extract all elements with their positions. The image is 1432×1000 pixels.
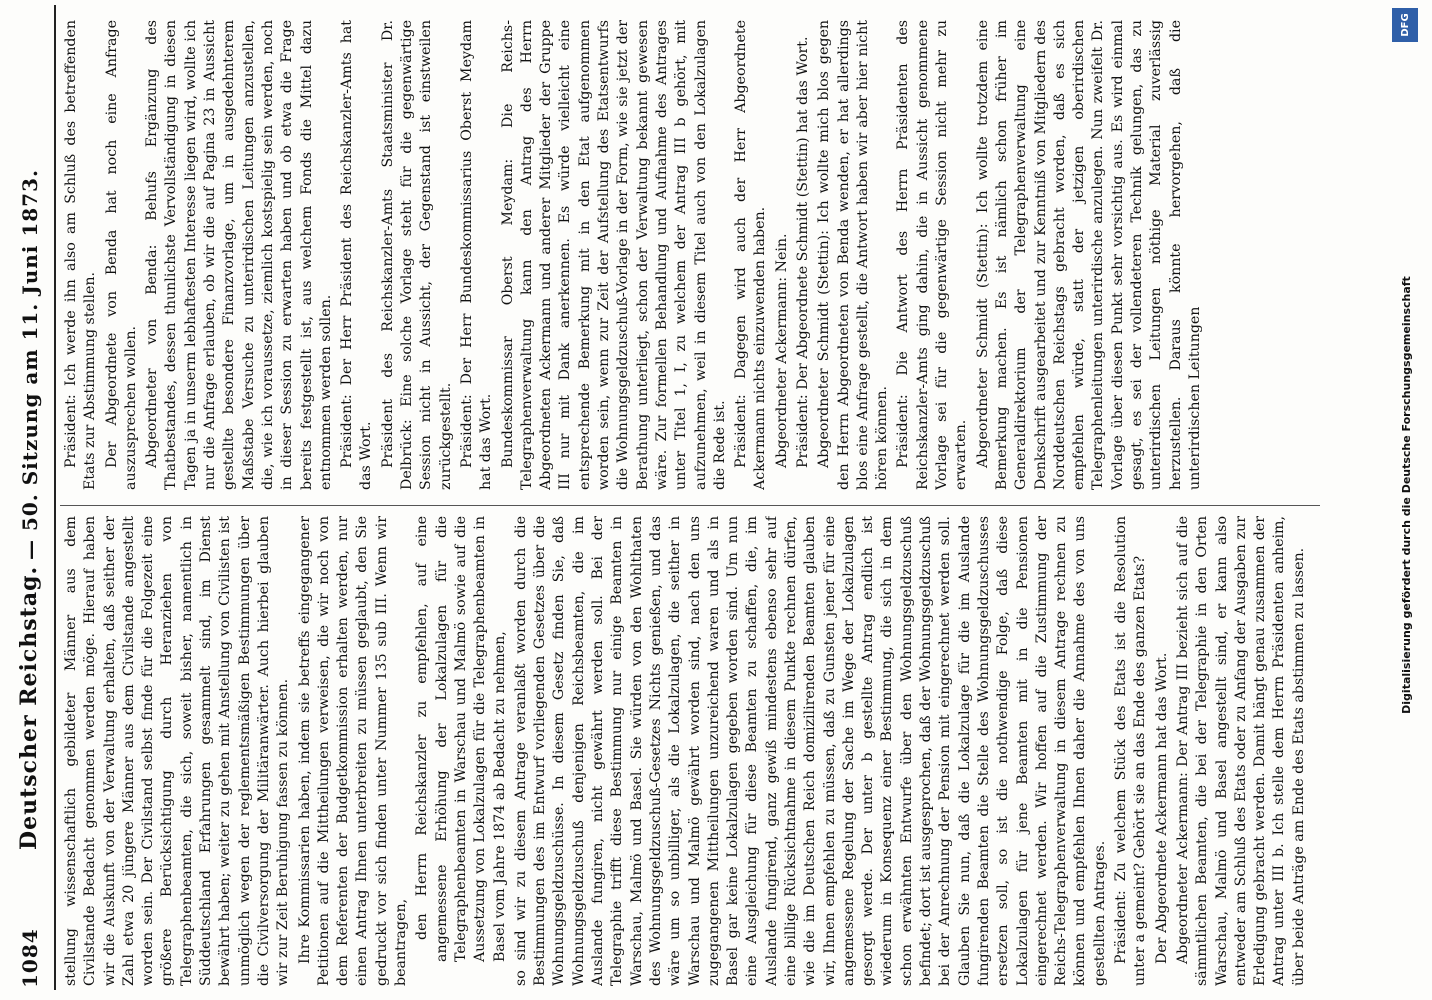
paragraph: stellung wissenschaftlich gebildeter Männer aus dem Civilstande Bedacht genommen werden möge. Hierauf haben wir die Auskunft von der Verwaltung erhalten, daß seither der Zahl etwa 20 jüngere Männer aus dem Civilstande angestellt worden sein. Der Civilstand selbst finde für die Folgezeit eine größere Berücksichtigung durch Heranziehen von Telegraphenbeamten, die sich, soweit bisher, namentlich in Süddeutschland Erfahrungen gesammelt sind, im Dienst bewährt haben; weiter zu gehen mit Anstellung von Civilisten ist unmöglich wegen der reglementsmäßigen Bestimmungen über die Civilversorgung der Militäranwärter. Auch hierbei glauben wir zur Zeit Beruhigung fassen zu können.: [63, 516, 292, 986]
motion-text: den Herrn Reichskanzler zu empfehlen, auf eine angemessene Erhöhung der Lokalzulagen für die Telegraphenbeamten in Warschau und Malmö sowie auf die Aussetzung von Lokalzulagen für die Telegraphenbeamten in Basel vom Jahre 1874 ab Bedacht zu nehmen,: [414, 516, 508, 962]
paragraph: so sind wir zu diesem Antrage veranlaßt worden durch die Bestimmungen des im Entwurf vorliegenden Gesetzes über die Wohnungsgeldzuschüsse. In diesem Gesetz finden Sie, daß Wohnungsgeldzuschuß denjenigen Reichsbeamten, die im Auslande fungiren, nicht gewährt werden soll. Bei der Telegraphie trifft diese Bestimmung nur einige Beamten in Warschau, Malmö und Basel. Sie würden von den Wohlthaten des Wohnungsgeldzuschuß-Gesetzes Nichts genießen, und das wäre um so unbilliger, als die Lokalzulagen, die seither in Warschau und Malmö gewährt worden sind, nach den uns zugegangenen Mittheilungen unzureichend waren und als in Basel gar keine Lokalzulagen gegeben worden sind. Um nun eine Ausgleichung für diese Beamten zu schaffen, die, im Auslande fungirend, ganz gewiß mindestens ebenso sehr auf eine billige Rücksichtnahme in diesem Punkte rechnen dürfen, wie die im Deutschen Reich domizilirenden Beamten glauben wir, Ihnen empfehlen zu müssen, daß zu Gunsten jener für eine angemessene Regelung der Sache im Wege der Lokalzulagen gesorgt werde. Der unter b gestellte Antrag endlich ist wiederum in Konsequenz einer Bestimmung, die sich in dem schon erwähnten Entwurfe über den Wohnungsgeldzuschuß befindet; dort ist ausgesprochen, daß der Wohnungsgeldzuschuß bei der Anrechnung der Pension mit eingerechnet werden soll. Glauben Sie nun, daß die Lokalzulage für die im Auslande fungirenden Beamten die Stelle des Wohnungsgeldzuschusses ersetzen soll, so ist die nothwendige Folge, daß diese Lokalzulagen für jene Beamten mit in die Pensionen eingerechnet werden. Wir hoffen auf die Zustimmung der Reichs-Telegraphenverwaltung in diesem Antrage rechnen zu können und empfehlen Ihnen daher die Annahme des von uns gestellten Antrages.: [512, 516, 1108, 986]
paragraph: Abgeordneter von Benda: Behufs Ergänzung des Thatbestandes, dessen thunlichste Vervollständigung in diesen Tagen ja in unserm lebhaftesten Interesse liegen wird, wollte ich nur die Anfrage erlauben, ob wir die auf Pagina 23 in Aussicht gestellte besondere Finanzvorlage, um in ausgedehnterem Maßstabe Versuche zu unterirdischen Leitungen anzustellen, die, wie ich voraussetze, ziemlich kostspielig sein werden, noch in dieser Session zu erwarten haben und ob etwa die Frage bereits festgestellt ist, aus welchem Fonds die Mittel dazu entnommen werden sollen.: [144, 20, 334, 490]
paragraph: Präsident: Der Herr Bundeskommissarius Oberst Meydam hat das Wort.: [458, 20, 495, 490]
session-date: — 50. Sitzung am 11. Juni 1873.: [18, 169, 42, 560]
paragraph: Präsident: Dagegen wird auch der Herr Abgeordnete Ackermann nichts einzuwenden haben.: [733, 20, 769, 490]
journal-title: Deutscher Reichstag.: [16, 565, 42, 850]
right-column: [62, 20, 1312, 490]
paragraph: Präsident: Der Abgeordnete Schmidt (Stettin) hat das Wort.: [794, 36, 811, 468]
column-separator: [60, 505, 1320, 506]
paragraph: Abgeordneter Ackermann: Der Antrag III bezieht sich auf die sämmtlichen Beamten, die bei der Telegraphie in den Orten Warschau, Malmö und Basel angestellt sind, er kann also entweder am Schluß des Etats oder zu Anfang der Ausgaben zur Erledigung gebracht werden. Damit hängt genau zusammen der Antrag unter III b. Ich stelle dem Herrn Präsidenten anheim, über beide Anträge am Ende des Etats abstimmen zu lassen.: [1174, 516, 1307, 986]
left-column: [62, 516, 1312, 986]
paragraph: Abgeordneter Ackermann: Nein.: [773, 233, 790, 468]
paragraph: Bundeskommissar Oberst Meydam: Die Reichs-Telegraphenverwaltung kann den Antrag des Herrn Abgeordneten Ackermann und anderer Mitglieder der Gruppe III nur mit Dank anerkennen. Es würde vielleicht eine entsprechende Bemerkung mit in den Etat aufgenommen worden sein, wenn zur Zeit der Aufstellung des Etatsentwurfs die Wohnungsgeldzuschuß-Vorlage in der Form, wie sie jetzt der Berathung unterliegt, schon der Verwaltung bekannt gewesen wäre. Zur formellen Behandlung und Aufnahme des Antrages unter Titel 1, I, zu welchem der Antrag III b gehört, mit aufzunehmen, weil in diesem Titel auch von den Lokalzulagen die Rede ist.: [499, 20, 728, 490]
paragraph: Präsident: Ich werde ihn also am Schluß des betreffenden Etats zur Abstimmung stellen.: [63, 20, 99, 490]
paragraph: Präsident: Die Antwort des Herrn Präsidenten des Reichskanzler-Amts ging dahin, die in Aussicht genommene Vorlage sei für die gegenwärtige Session nicht mehr zu erwarten.: [895, 20, 970, 490]
paragraph: Abgeordneter Schmidt (Stettin): Ich wollte mich blos gegen den Herrn Abgeordneten von Benda wenden, er hat allerdings blos eine Anfrage gestellt, die Antwort haben wir aber hier nicht hören können.: [816, 20, 891, 490]
paragraph: Präsident: Zu welchem Stück des Etats ist die Resolution unter a gemeint? Gehört sie an das Ende des ganzen Etats?: [1113, 516, 1149, 986]
paragraph: Abgeordneter Schmidt (Stettin): Ich wollte trotzdem eine Bemerkung machen. Es ist nämlich schon früher im Generaldirektorium der Telegraphenverwaltung eine Denkschrift ausgearbeitet und zur Kenntniß von Mitgliedern des Norddeutschen Reichstags gebracht worden, daß es sich empfehlen würde, statt der jetzigen oberirdischen Telegraphenleitungen unterirdische anzulegen. Nun zweifelt Dr. Vorlage über diesen Punkt sehr vorsichtig aus. Es wird einmal gesagt, es sei der vollendeteren Technik gelungen, das zu unterirdischen Leitungen nöthige Material zuverlässig herzustellen. Daraus könnte hervorgehen, daß die unterirdischen Leitungen: [974, 20, 1203, 490]
paragraph: Ihre Kommissarien haben, indem sie betreffs eingegangener Petitionen auf die Mittheilungen verweisen, die wir noch von dem Referenten der Budgetkommission erhalten werden, nur einen Antrag Ihnen unterbreiten zu müssen geglaubt, den Sie gedruckt vor sich finden unter Nummer 135 sub III. Wenn wir beantragen,: [296, 516, 410, 986]
header-rule: [54, 5, 56, 990]
paragraph: Der Abgeordnete Ackermann hat das Wort.: [1153, 652, 1170, 964]
paragraph: Präsident: Der Herr Präsident des Reichskanzler-Amts hat das Wort.: [339, 20, 375, 490]
paragraph: Präsident des Reichskanzler-Amts Staatsminister Dr. Delbrück: Eine solche Vorlage steht für die gegenwärtige Session nicht in Aussicht, der Gegenstand ist einstweilen zurückgestellt.: [379, 20, 454, 490]
page-number: 1084: [18, 928, 42, 988]
digitization-note: Digitalisierung gefördert durch die Deutsche Forschungsgemeinschaft: [1400, 276, 1413, 714]
dfg-logo: DFG: [1392, 8, 1418, 42]
paragraph: Der Abgeordnete von Benda hat noch eine Anfrage auszusprechen wollen.: [103, 20, 139, 490]
